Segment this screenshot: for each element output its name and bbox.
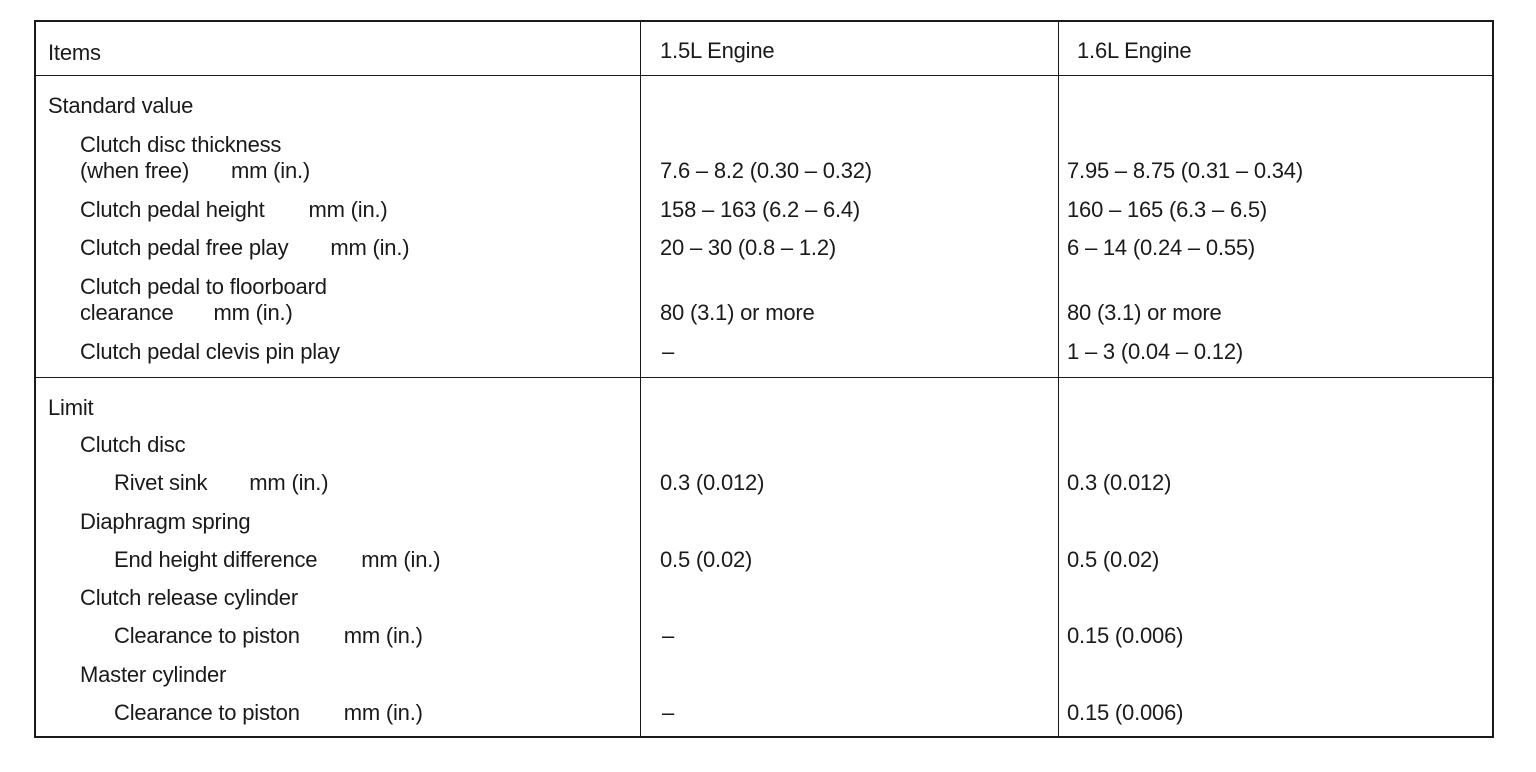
floorboard-label: Clutch pedal to floorboard [80, 274, 327, 299]
master-clearance-15: – [662, 700, 675, 725]
rivet-sink-unit: mm (in.) [249, 470, 329, 495]
pedal-height-label: Clutch pedal height [80, 197, 265, 222]
free-play-unit: mm (in.) [330, 235, 410, 260]
floorboard-label-2 [80, 300, 293, 326]
header-engine-15: 1.5L Engine [660, 38, 775, 63]
pedal-height-label-row [80, 197, 388, 223]
column-divider-2 [1058, 22, 1059, 736]
floorboard-unit: mm (in.) [213, 300, 293, 325]
header-engine-16: 1.6L Engine [1077, 38, 1192, 63]
master-clearance-unit: mm (in.) [343, 700, 423, 725]
section-divider [36, 377, 1492, 378]
disc-thickness-16: 7.95 – 8.75 (0.31 – 0.34) [1067, 158, 1303, 183]
floorboard-clearance-word: clearance [80, 300, 174, 325]
disc-thickness-label: Clutch disc thickness [80, 132, 282, 157]
end-height-unit: mm (in.) [361, 547, 441, 572]
rivet-sink-label: Rivet sink [114, 470, 208, 495]
master-clearance-16: 0.15 (0.006) [1067, 700, 1184, 725]
header-divider [36, 75, 1492, 76]
free-play-15: 20 – 30 (0.8 – 1.2) [660, 235, 836, 260]
disc-thickness-condition: (when free) [80, 158, 190, 183]
floorboard-15: 80 (3.1) or more [660, 300, 815, 325]
rivet-sink-label-row [114, 470, 328, 496]
disc-thickness-unit: mm (in.) [231, 158, 311, 183]
standard-value-title: Standard value [48, 93, 194, 118]
master-cylinder-title: Master cylinder [80, 662, 227, 687]
clutch-disc-title: Clutch disc [80, 432, 186, 457]
end-height-15: 0.5 (0.02) [660, 547, 753, 572]
pedal-height-15: 158 – 163 (6.2 – 6.4) [660, 197, 861, 222]
release-cylinder-title: Clutch release cylinder [80, 585, 298, 610]
diaphragm-title: Diaphragm spring [80, 509, 251, 534]
rivet-sink-15: 0.3 (0.012) [660, 470, 765, 495]
release-clearance-label: Clearance to piston [114, 623, 300, 648]
disc-thickness-15: 7.6 – 8.2 (0.30 – 0.32) [660, 158, 872, 183]
master-clearance-label: Clearance to piston [114, 700, 300, 725]
column-divider-1 [640, 22, 641, 736]
end-height-label-row [114, 547, 440, 573]
release-clearance-16: 0.15 (0.006) [1067, 623, 1184, 648]
floorboard-16: 80 (3.1) or more [1067, 300, 1222, 325]
header-items: Items [48, 40, 101, 65]
rivet-sink-16: 0.3 (0.012) [1067, 470, 1172, 495]
release-clearance-label-row [114, 623, 423, 649]
clevis-16: 1 – 3 (0.04 – 0.12) [1067, 339, 1243, 364]
end-height-label: End height difference [114, 547, 318, 572]
free-play-label: Clutch pedal free play [80, 235, 289, 260]
release-clearance-15: – [662, 623, 675, 648]
clevis-label: Clutch pedal clevis pin play [80, 339, 340, 364]
clevis-15: – [662, 339, 675, 364]
spec-table [34, 20, 1494, 738]
release-clearance-unit: mm (in.) [343, 623, 423, 648]
pedal-height-16: 160 – 165 (6.3 – 6.5) [1067, 197, 1268, 222]
limit-title: Limit [48, 395, 94, 420]
master-clearance-label-row [114, 700, 423, 726]
free-play-16: 6 – 14 (0.24 – 0.55) [1067, 235, 1256, 260]
pedal-height-unit: mm (in.) [308, 197, 388, 222]
free-play-label-row [80, 235, 409, 261]
disc-thickness-label-2 [80, 158, 310, 184]
end-height-16: 0.5 (0.02) [1067, 547, 1160, 572]
